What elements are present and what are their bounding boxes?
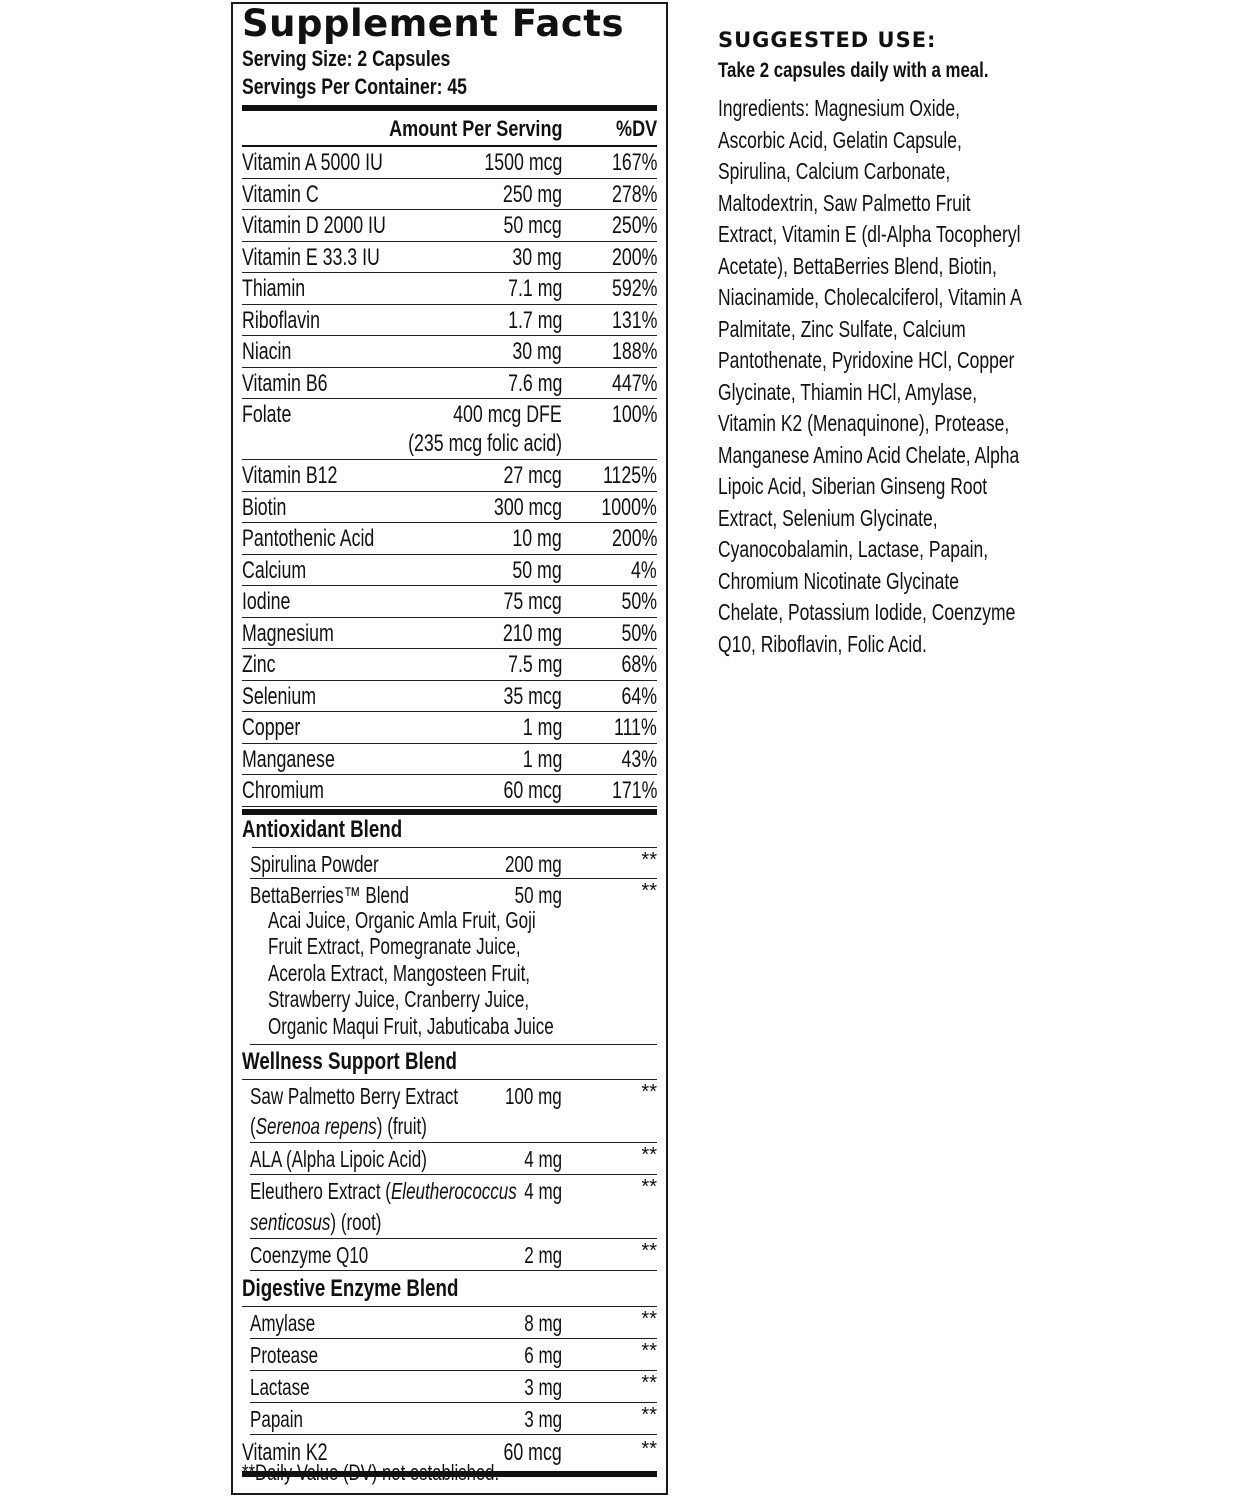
blend-row-spirulina <box>250 848 657 879</box>
nutrient-row <box>242 775 657 807</box>
nutrient-dv: 188% <box>611 338 657 365</box>
footnote: **Daily Value (DV) not established. <box>242 1460 500 1485</box>
nutrient-amount: 60 mcg <box>503 1438 562 1466</box>
ingredient-dv: ** <box>641 848 657 871</box>
nutrient-row <box>242 586 657 618</box>
digestive-list <box>242 1307 657 1435</box>
nutrient-row <box>242 179 657 211</box>
ingredient-name: BettaBerries™ Blend <box>250 881 409 908</box>
nutrient-name: Iodine <box>242 588 291 615</box>
ingredients-line: Extract, Selenium Glycinate, <box>718 504 938 531</box>
ingredients-line: Manganese Amino Acid Chelate, Alpha <box>718 441 1020 468</box>
nutrient-name: Zinc <box>242 651 276 678</box>
nutrient-row <box>242 399 657 460</box>
nutrient-dv: 43% <box>621 745 657 773</box>
ingredient-dv: ** <box>641 1371 657 1394</box>
nutrient-row <box>242 460 657 492</box>
nutrient-name: Vitamin D 2000 IU <box>242 212 386 239</box>
ingredient-dv: ** <box>641 1239 657 1262</box>
blend-row-eleuthero <box>250 1175 657 1239</box>
nutrient-dv: 68% <box>621 651 657 678</box>
nutrient-amount: 7.1 mg <box>507 275 562 302</box>
ingredient-dv: ** <box>641 1403 657 1426</box>
nutrient-amount: 7.6 mg <box>507 369 562 397</box>
nutrient-row <box>242 555 657 587</box>
ingredient-dv: ** <box>641 1080 657 1103</box>
nutrient-row <box>242 681 657 713</box>
nutrient-name: Vitamin K2 <box>242 1438 328 1466</box>
nutrient-row <box>242 368 657 400</box>
nutrient-dv: 167% <box>611 149 657 176</box>
ingredient-dv: ** <box>641 879 657 902</box>
nutrient-dv: 200% <box>611 525 657 552</box>
ingredient-name-line2: (Serenoa repens) (fruit) <box>250 1112 427 1139</box>
suggested-use-section <box>718 26 1022 660</box>
ingredients-line: Lipoic Acid, Siberian Ginseng Root <box>718 473 988 499</box>
nutrient-dv: 278% <box>611 180 657 208</box>
nutrient-name: Chromium <box>242 777 324 804</box>
nutrient-amount: 1.7 mg <box>507 306 562 334</box>
nutrient-name: Niacin <box>242 338 292 365</box>
enzyme-row <box>250 1339 657 1371</box>
ingredient-name: Saw Palmetto Berry Extract <box>250 1082 459 1109</box>
nutrient-dv: 64% <box>621 682 657 710</box>
nutrient-amount: 50 mg <box>512 556 562 584</box>
blend-row-bettaberries <box>250 879 657 1045</box>
nutrient-name: Vitamin B12 <box>242 462 338 489</box>
column-header-row <box>242 111 657 145</box>
nutrient-name: Vitamin E 33.3 IU <box>242 243 380 271</box>
nutrient-dv: 131% <box>611 306 657 334</box>
nutrient-amount: 27 mcg <box>503 462 562 489</box>
ingredients-line: Cyanocobalamin, Lactase, Papain, <box>718 536 989 562</box>
ingredient-amount: 2 mg <box>524 1241 562 1268</box>
wellness-blend-title: Wellness Support Blend <box>242 1047 457 1075</box>
nutrient-amount: 400 mcg DFE <box>453 401 562 428</box>
suggested-use-title: SUGGESTED USE: <box>718 28 937 52</box>
ingredient-name: Protease <box>250 1341 319 1368</box>
ingredient-amount: 3 mg <box>524 1373 562 1400</box>
ingredient-name: Lactase <box>250 1373 310 1400</box>
ingredient-amount: 8 mg <box>524 1309 562 1336</box>
ingredient-name: Spirulina Powder <box>250 850 379 877</box>
nutrient-amount: 300 mcg <box>493 493 562 521</box>
ingredients-line: Glycinate, Thiamin HCl, Amylase, <box>718 378 978 405</box>
ingredients-line: Spirulina, Calcium Carbonate, <box>718 158 951 184</box>
ingredients-line: Chelate, Potassium Iodide, Coenzyme <box>718 599 1016 625</box>
nutrient-dv: 447% <box>611 369 657 397</box>
ingredients-list <box>718 93 1022 660</box>
nutrient-name: Selenium <box>242 682 317 710</box>
nutrient-amount: 30 mg <box>512 243 562 271</box>
ingredient-name: Eleuthero Extract (Eleutherococcus <box>250 1177 517 1204</box>
nutrient-dv: 200% <box>611 243 657 271</box>
nutrient-amount: 75 mcg <box>503 588 562 615</box>
antioxidant-blend-title: Antioxidant Blend <box>242 815 403 843</box>
nutrient-amount-note: (235 mcg folic acid) <box>408 430 562 457</box>
nutrient-row <box>242 242 657 274</box>
nutrient-dv: ** <box>641 1437 657 1460</box>
serving-size: Serving Size: 2 Capsules <box>242 46 451 71</box>
nutrient-row <box>242 273 657 305</box>
ingredients-line: Ingredients: Magnesium Oxide, <box>718 95 960 121</box>
ingredients-line: Acetate), BettaBerries Blend, Biotin, <box>718 252 997 279</box>
nutrient-amount: 60 mcg <box>503 777 562 804</box>
enzyme-row <box>250 1403 657 1435</box>
nutrient-amount: 35 mcg <box>503 682 562 710</box>
ingredient-dv: ** <box>641 1175 657 1198</box>
nutrient-name: Riboflavin <box>242 306 320 334</box>
ingredients-line: Chromium Nicotinate Glycinate <box>718 567 959 594</box>
nutrient-name: Folate <box>242 401 292 428</box>
supplement-facts-panel <box>231 2 668 1495</box>
ingredient-amount: 100 mg <box>505 1082 562 1109</box>
nutrient-amount: 1500 mcg <box>483 149 562 176</box>
servings-per-container: Servings Per Container: 45 <box>242 74 467 99</box>
blend-row-saw-palmetto <box>250 1080 657 1143</box>
ingredient-dv: ** <box>641 1339 657 1362</box>
ingredient-amount: 6 mg <box>524 1341 562 1368</box>
nutrient-dv: 1000% <box>601 493 657 521</box>
ingredients-line: Pantothenate, Pyridoxine HCl, Copper <box>718 347 1015 373</box>
nutrient-row <box>242 305 657 337</box>
nutrient-dv: 592% <box>611 275 657 302</box>
nutrient-row <box>242 649 657 681</box>
nutrient-name: Thiamin <box>242 275 306 302</box>
ingredient-amount: 200 mg <box>505 850 562 877</box>
nutrient-dv: 100% <box>611 401 657 428</box>
nutrient-amount: 50 mcg <box>503 212 562 239</box>
nutrient-row <box>242 147 657 179</box>
ingredient-dv: ** <box>641 1143 657 1166</box>
nutrient-name: Magnesium <box>242 619 334 647</box>
nutrient-name: Pantothenic Acid <box>242 525 375 552</box>
ingredient-name: Coenzyme Q10 <box>250 1241 369 1268</box>
nutrient-dv: 50% <box>621 588 657 615</box>
amount-header: Amount Per Serving <box>388 116 562 141</box>
nutrient-row <box>242 336 657 368</box>
ingredient-name: ALA (Alpha Lipoic Acid) <box>250 1145 427 1172</box>
nutrient-name: Vitamin A 5000 IU <box>242 149 383 176</box>
nutrient-name: Vitamin B6 <box>242 369 328 397</box>
nutrient-row <box>242 492 657 524</box>
nutrient-dv: 111% <box>614 714 657 741</box>
ingredient-name: Papain <box>250 1405 304 1432</box>
nutrient-dv: 50% <box>621 619 657 647</box>
nutrient-amount: 7.5 mg <box>507 651 562 678</box>
nutrient-amount: 210 mg <box>502 619 562 647</box>
nutrient-dv: 250% <box>611 212 657 239</box>
ingredient-dv: ** <box>641 1307 657 1330</box>
nutrient-name: Vitamin C <box>242 180 319 208</box>
nutrient-name: Biotin <box>242 493 287 521</box>
nutrient-list <box>242 147 657 807</box>
nutrient-dv: 1125% <box>603 462 657 489</box>
ingredients-line: Extract, Vitamin E (dl-Alpha Tocopheryl <box>718 221 1021 247</box>
nutrient-name: Calcium <box>242 556 307 584</box>
enzyme-row <box>250 1307 657 1339</box>
nutrient-row <box>242 210 657 242</box>
nutrient-row <box>242 712 657 744</box>
nutrient-amount: 1 mg <box>522 714 562 741</box>
nutrient-amount: 250 mg <box>502 180 562 208</box>
nutrient-dv: 4% <box>631 556 657 584</box>
nutrient-amount: 1 mg <box>522 745 562 773</box>
nutrient-row <box>242 618 657 650</box>
ingredient-amount: 4 mg <box>524 1177 562 1204</box>
ingredients-line: Q10, Riboflavin, Folic Acid. <box>718 630 927 657</box>
nutrient-amount: 10 mg <box>512 525 562 552</box>
suggested-use-text: Take 2 capsules daily with a meal. <box>718 59 989 82</box>
ingredients-line: Ascorbic Acid, Gelatin Capsule, <box>718 126 962 153</box>
digestive-blend-title: Digestive Enzyme Blend <box>242 1274 459 1302</box>
ingredients-line: Vitamin K2 (Menaquinone), Protease, <box>718 410 1010 436</box>
ingredient-amount: 3 mg <box>524 1405 562 1432</box>
blend-row-coq10 <box>250 1239 657 1271</box>
ingredient-name-line2: senticosus) (root) <box>250 1208 382 1235</box>
blend-row-ala <box>250 1143 657 1175</box>
bettaberries-components: Acai Juice, Organic Amla Fruit, Goji Fruit Extract, Pomegranate Juice, Acerola Extract, Mangosteen Fruit, Strawberry Juice, Cranberry Juice, Organic Maqui Fruit, Jabuticaba Juice <box>268 906 554 1039</box>
ingredient-amount: 50 mg <box>514 881 562 908</box>
enzyme-row <box>250 1371 657 1403</box>
nutrient-name: Copper <box>242 714 301 741</box>
dv-header: %DV <box>615 116 657 141</box>
nutrient-dv: 171% <box>611 777 657 804</box>
ingredient-name: Amylase <box>250 1309 316 1336</box>
ingredients-line: Niacinamide, Cholecalciferol, Vitamin A <box>718 284 1022 310</box>
nutrient-row <box>242 523 657 555</box>
ingredient-amount: 4 mg <box>524 1145 562 1172</box>
nutrient-name: Manganese <box>242 745 335 773</box>
ingredients-line: Palmitate, Zinc Sulfate, Calcium <box>718 315 966 342</box>
nutrient-amount: 30 mg <box>512 338 562 365</box>
nutrient-row <box>242 744 657 776</box>
panel-title: Supplement Facts <box>242 2 625 45</box>
ingredients-line: Maltodextrin, Saw Palmetto Fruit <box>718 189 971 216</box>
